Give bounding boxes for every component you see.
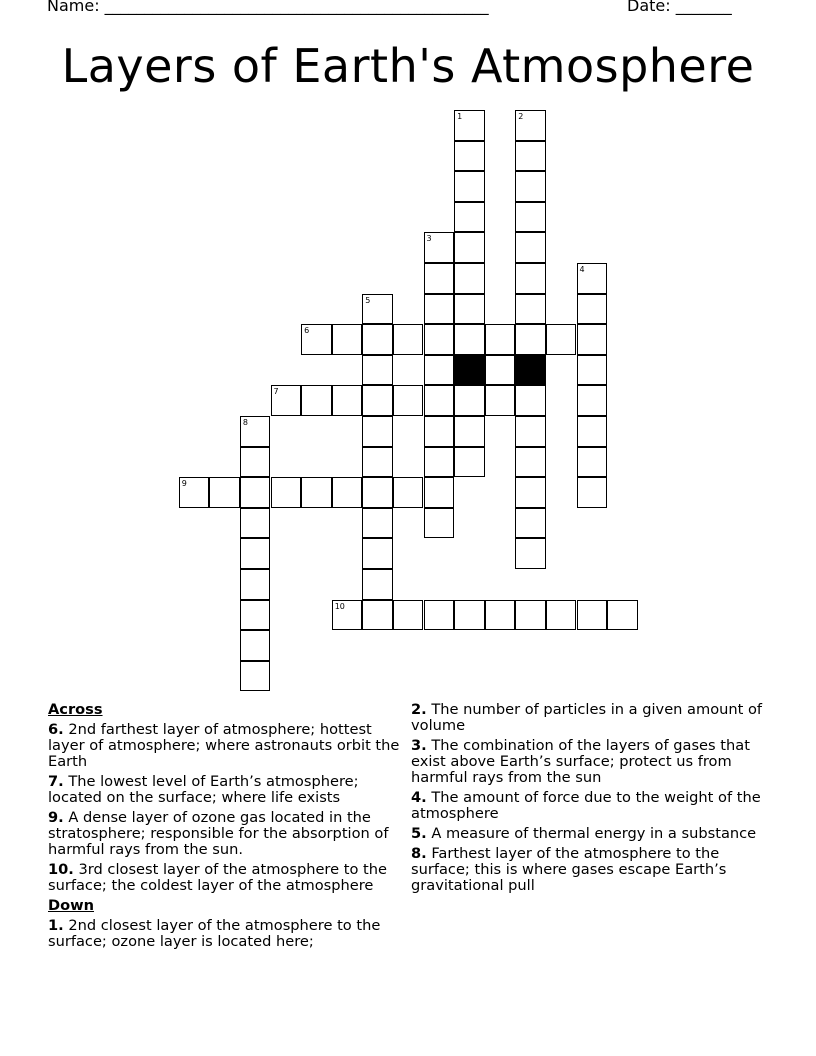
clue-number: 5. [411, 825, 427, 842]
crossword-cell[interactable] [454, 447, 485, 478]
clue-number-label: 4 [579, 265, 585, 274]
crossword-cell[interactable] [454, 202, 485, 233]
clue-number-label: 1 [457, 112, 463, 121]
clue-number: 10. [48, 861, 74, 878]
crossword-cell[interactable] [515, 385, 546, 416]
crossword-cell[interactable] [424, 232, 455, 263]
name-field[interactable]: Name: ________________________________________________ [47, 0, 489, 15]
clue-number: 2. [411, 701, 427, 718]
clue-across-6 [48, 722, 400, 770]
clue-text: 3rd closest layer of the atmosphere to the surface; the coldest layer of the atmosphere [48, 861, 387, 894]
clue-text: The number of particles in a given amount of volume [411, 701, 763, 734]
crossword-cell[interactable] [240, 508, 271, 539]
crossword-cell[interactable] [362, 569, 393, 600]
crossword-cell[interactable] [240, 447, 271, 478]
crossword-cell[interactable] [577, 477, 608, 508]
crossword-cell[interactable] [301, 477, 332, 508]
crossword-cell[interactable] [271, 385, 302, 416]
crossword-cell[interactable] [179, 477, 210, 508]
clue-number: 3. [411, 737, 427, 754]
crossword-cell[interactable] [424, 508, 455, 539]
clue-number-label: 9 [181, 479, 187, 489]
clue-number: 9. [48, 809, 64, 826]
crossword-cell[interactable] [240, 600, 271, 631]
crossword-cell[interactable] [515, 508, 546, 539]
crossword-cell[interactable] [577, 355, 608, 386]
crossword-cell[interactable] [240, 569, 271, 600]
crossword-cell[interactable] [209, 477, 240, 508]
crossword-cell[interactable] [515, 110, 546, 141]
crossword-cell[interactable] [515, 538, 546, 569]
clue-text: Farthest layer of the atmosphere to the surface; this is where gases escape Earth’s gravitational pull [411, 845, 727, 894]
clue-down-5 [411, 826, 763, 842]
crossword-cell[interactable] [362, 355, 393, 386]
crossword-cell[interactable] [454, 416, 485, 447]
crossword-cell[interactable] [332, 324, 363, 355]
crossword-cell[interactable] [301, 385, 332, 416]
clue-number: 7. [48, 773, 64, 790]
crossword-cell[interactable] [362, 324, 393, 355]
black-cell [515, 355, 546, 386]
clue-number: 8. [411, 845, 427, 862]
down-heading: Down [48, 897, 95, 914]
clue-number-label: 7 [273, 387, 279, 397]
crossword-cell[interactable] [362, 508, 393, 539]
clue-down-3 [411, 738, 763, 786]
crossword-cell[interactable] [485, 385, 516, 416]
crossword-cell[interactable] [515, 263, 546, 294]
crossword-cell[interactable] [362, 385, 393, 416]
crossword-cell[interactable] [424, 263, 455, 294]
crossword-cell[interactable] [240, 416, 271, 447]
crossword-cell[interactable] [546, 324, 577, 355]
clue-number-label: 8 [242, 418, 248, 427]
crossword-cell[interactable] [393, 385, 424, 416]
crossword-cell[interactable] [393, 324, 424, 355]
clue-across-7 [48, 774, 400, 806]
crossword-cell[interactable] [515, 600, 546, 631]
crossword-cell[interactable] [515, 141, 546, 172]
clue-number: 1. [48, 917, 64, 934]
clue-across-10 [48, 862, 400, 894]
crossword-cell[interactable] [393, 477, 424, 508]
black-cell [454, 355, 485, 386]
clue-number-label: 10 [334, 601, 345, 611]
crossword-cell[interactable] [515, 447, 546, 478]
clues-column-left [48, 702, 400, 954]
clue-text: The lowest level of Earth’s atmosphere; located on the surface; where life exists [48, 773, 359, 806]
crossword-cell[interactable] [240, 630, 271, 661]
clue-down-8 [411, 846, 763, 894]
crossword-cell[interactable] [577, 294, 608, 325]
date-field[interactable]: Date: _______ [627, 0, 732, 15]
crossword-cell[interactable] [424, 600, 455, 631]
crossword-cell[interactable] [577, 600, 608, 631]
clue-number-label: 2 [518, 112, 524, 121]
crossword-cell[interactable] [454, 141, 485, 172]
crossword-cell[interactable] [424, 416, 455, 447]
crossword-cell[interactable] [515, 171, 546, 202]
crossword-cell[interactable] [454, 110, 485, 141]
crossword-cell[interactable] [454, 385, 485, 416]
crossword-cell[interactable] [240, 477, 271, 508]
clue-number: 4. [411, 789, 427, 806]
crossword-cell[interactable] [577, 263, 608, 294]
clue-number: 6. [48, 721, 64, 738]
crossword-cell[interactable] [362, 447, 393, 478]
crossword-cell[interactable] [454, 171, 485, 202]
crossword-cell[interactable] [332, 477, 363, 508]
crossword-cell[interactable] [424, 294, 455, 325]
clue-text: 2nd closest layer of the atmosphere to the surface; ozone layer is located here; [48, 917, 381, 950]
crossword-cell[interactable] [271, 477, 302, 508]
page-title: Layers of Earth's Atmosphere [61, 39, 755, 93]
crossword-cell[interactable] [515, 232, 546, 263]
crossword-cell[interactable] [332, 385, 363, 416]
crossword-cell[interactable] [332, 600, 363, 631]
clue-number-label: 5 [365, 295, 371, 305]
crossword-cell[interactable] [515, 202, 546, 233]
clue-down-1 [48, 918, 400, 950]
crossword-cell[interactable] [454, 294, 485, 325]
crossword-cell[interactable] [485, 324, 516, 355]
crossword-cell[interactable] [424, 447, 455, 478]
crossword-cell[interactable] [454, 232, 485, 263]
clue-text: A dense layer of ozone gas located in the stratosphere; responsible for the absorption of harmful rays from the sun. [48, 809, 389, 858]
crossword-cell[interactable] [485, 600, 516, 631]
crossword-cell[interactable] [454, 324, 485, 355]
crossword-cell[interactable] [362, 294, 393, 325]
crossword-cell[interactable] [393, 600, 424, 631]
crossword-cell[interactable] [424, 385, 455, 416]
clue-number-label: 3 [426, 234, 432, 244]
crossword-cell[interactable] [362, 538, 393, 569]
clue-number-label: 6 [304, 326, 310, 336]
crossword-cell[interactable] [577, 385, 608, 416]
clue-down-4 [411, 790, 763, 822]
clues-column-right [411, 702, 763, 898]
crossword-cell[interactable] [577, 416, 608, 447]
crossword-cell[interactable] [301, 324, 332, 355]
across-heading: Across [48, 701, 103, 718]
crossword-cell[interactable] [362, 600, 393, 631]
crossword-cell[interactable] [424, 355, 455, 386]
crossword-cell[interactable] [454, 263, 485, 294]
crossword-cell[interactable] [240, 661, 271, 692]
crossword-cell[interactable] [454, 600, 485, 631]
crossword-cell[interactable] [515, 294, 546, 325]
crossword-cell[interactable] [240, 538, 271, 569]
crossword-cell[interactable] [515, 477, 546, 508]
clue-text: A measure of thermal energy in a substance [431, 825, 757, 842]
crossword-cell[interactable] [424, 324, 455, 355]
crossword-cell[interactable] [607, 600, 638, 631]
crossword-cell[interactable] [515, 416, 546, 447]
clue-text: 2nd farthest layer of atmosphere; hottest layer of atmosphere; where astronauts orbit the Earth [48, 721, 400, 770]
crossword-cell[interactable] [362, 416, 393, 447]
crossword-cell[interactable] [577, 447, 608, 478]
clue-text: The combination of the layers of gases that exist above Earth’s surface; protect us from harmful rays from the sun [411, 737, 750, 786]
crossword-cell[interactable] [577, 324, 608, 355]
crossword-cell[interactable] [485, 355, 516, 386]
clue-across-9 [48, 810, 400, 858]
clue-text: The amount of force due to the weight of the atmosphere [411, 789, 761, 822]
crossword-cell[interactable] [362, 477, 393, 508]
crossword-cell[interactable] [515, 324, 546, 355]
crossword-cell[interactable] [546, 600, 577, 631]
crossword-cell[interactable] [424, 477, 455, 508]
clue-down-2 [411, 702, 763, 734]
